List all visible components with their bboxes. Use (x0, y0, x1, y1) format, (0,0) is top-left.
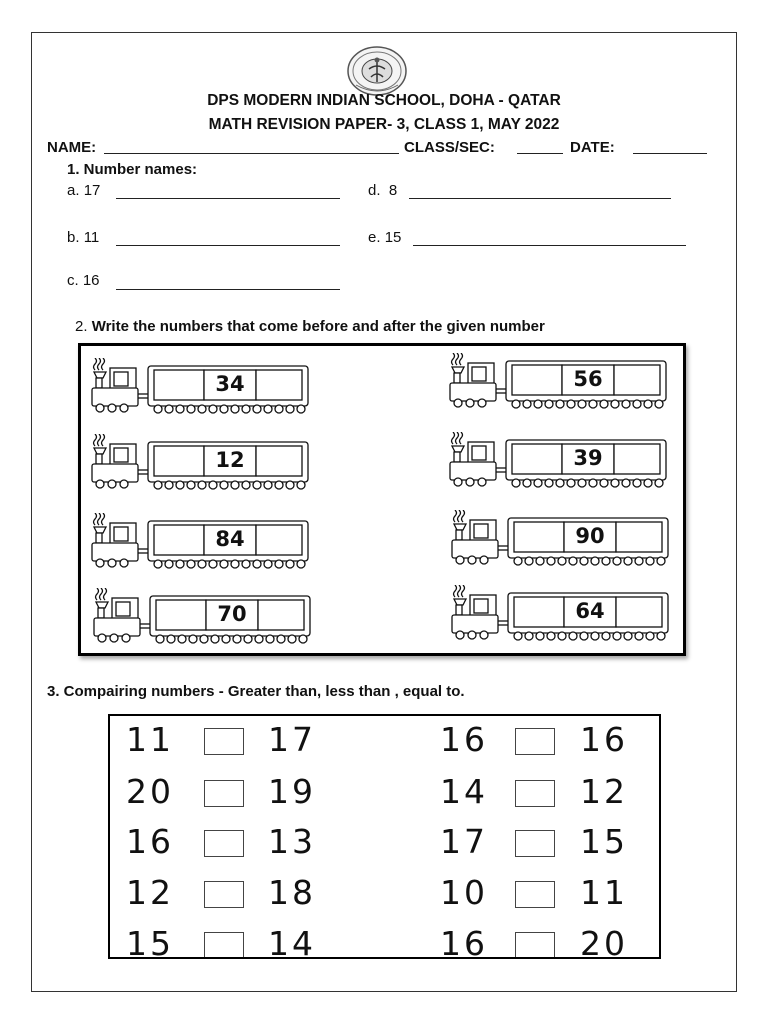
before-number-box[interactable] (154, 370, 204, 400)
train-7 (90, 588, 320, 648)
compare-left-number: 16 (126, 822, 174, 861)
compare-left-number: 12 (126, 873, 174, 912)
answer-field[interactable] (116, 276, 340, 290)
compare-answer-box[interactable] (515, 780, 555, 807)
compare-answer-box[interactable] (204, 932, 244, 959)
school-name: DPS MODERN INDIAN SCHOOL, DOHA - QATAR (207, 92, 561, 109)
compare-left-number: 15 (126, 924, 174, 959)
given-number: 39 (573, 446, 603, 470)
given-number: 70 (217, 602, 247, 626)
given-number: 90 (575, 524, 605, 548)
after-number-box[interactable] (614, 365, 660, 395)
q1-item-b: b. 11 (67, 229, 100, 246)
compare-answer-box[interactable] (204, 728, 244, 755)
paper-title: MATH REVISION PAPER- 3, CLASS 1, MAY 2022 (208, 116, 560, 133)
q1-item-c: c. 16 (67, 272, 100, 289)
compare-answer-box[interactable] (515, 881, 555, 908)
before-number-box[interactable] (154, 525, 204, 555)
after-number-box[interactable] (258, 600, 304, 630)
compare-answer-box[interactable] (204, 881, 244, 908)
compare-right-number: 13 (268, 822, 316, 861)
q1-item-e: e. 15 (368, 229, 402, 246)
given-number: 64 (575, 599, 605, 623)
compare-right-number: 17 (268, 720, 316, 759)
before-number-box[interactable] (512, 365, 562, 395)
compare-right-number: 14 (268, 924, 316, 959)
train-8 (448, 585, 678, 645)
before-number-box[interactable] (512, 444, 562, 474)
compare-box (108, 714, 661, 959)
compare-answer-box[interactable] (515, 830, 555, 857)
after-number-box[interactable] (616, 522, 662, 552)
train-3 (88, 434, 318, 494)
compare-left-number: 10 (440, 873, 488, 912)
after-number-box[interactable] (256, 446, 302, 476)
q1-title: 1. Number names: (67, 161, 198, 178)
name-field[interactable] (104, 140, 399, 154)
answer-field[interactable] (116, 232, 340, 246)
train-4 (446, 432, 676, 492)
compare-left-number: 14 (440, 772, 488, 811)
compare-answer-box[interactable] (515, 728, 555, 755)
compare-left-number: 20 (126, 772, 174, 811)
after-number-box[interactable] (256, 525, 302, 555)
given-number: 84 (215, 527, 245, 551)
class-label: CLASS/SEC: (404, 139, 495, 156)
train-2 (446, 353, 676, 413)
school-logo-icon (346, 45, 408, 97)
q1-item-d: d. 8 (368, 182, 398, 199)
after-number-box[interactable] (614, 444, 660, 474)
q1-item-a: a. 17 (67, 182, 101, 199)
compare-right-number: 11 (580, 873, 628, 912)
compare-right-number: 15 (580, 822, 628, 861)
compare-left-number: 16 (440, 924, 488, 959)
compare-right-number: 16 (580, 720, 628, 759)
q3-title: 3. Compairing numbers - Greater than, less than , equal to. (47, 683, 465, 700)
compare-answer-box[interactable] (204, 830, 244, 857)
answer-field[interactable] (409, 185, 671, 199)
date-field[interactable] (633, 140, 707, 154)
compare-right-number: 12 (580, 772, 628, 811)
train-5 (88, 513, 318, 573)
q2-title: 2. Write the numbers that come before and after the given number (75, 318, 545, 335)
after-number-box[interactable] (256, 370, 302, 400)
compare-right-number: 20 (580, 924, 628, 959)
given-number: 12 (215, 448, 245, 472)
class-field[interactable] (517, 140, 563, 154)
compare-answer-box[interactable] (204, 780, 244, 807)
compare-left-number: 16 (440, 720, 488, 759)
given-number: 34 (215, 372, 245, 396)
compare-right-number: 19 (268, 772, 316, 811)
compare-left-number: 11 (126, 720, 174, 759)
before-number-box[interactable] (154, 446, 204, 476)
after-number-box[interactable] (616, 597, 662, 627)
answer-field[interactable] (116, 185, 340, 199)
date-label: DATE: (570, 139, 615, 156)
before-number-box[interactable] (514, 522, 564, 552)
compare-left-number: 17 (440, 822, 488, 861)
answer-field[interactable] (413, 232, 686, 246)
compare-answer-box[interactable] (515, 932, 555, 959)
compare-right-number: 18 (268, 873, 316, 912)
given-number: 56 (573, 367, 603, 391)
name-label: NAME: (47, 139, 97, 156)
train-6 (448, 510, 678, 570)
before-number-box[interactable] (156, 600, 206, 630)
train-1 (88, 358, 318, 418)
before-number-box[interactable] (514, 597, 564, 627)
